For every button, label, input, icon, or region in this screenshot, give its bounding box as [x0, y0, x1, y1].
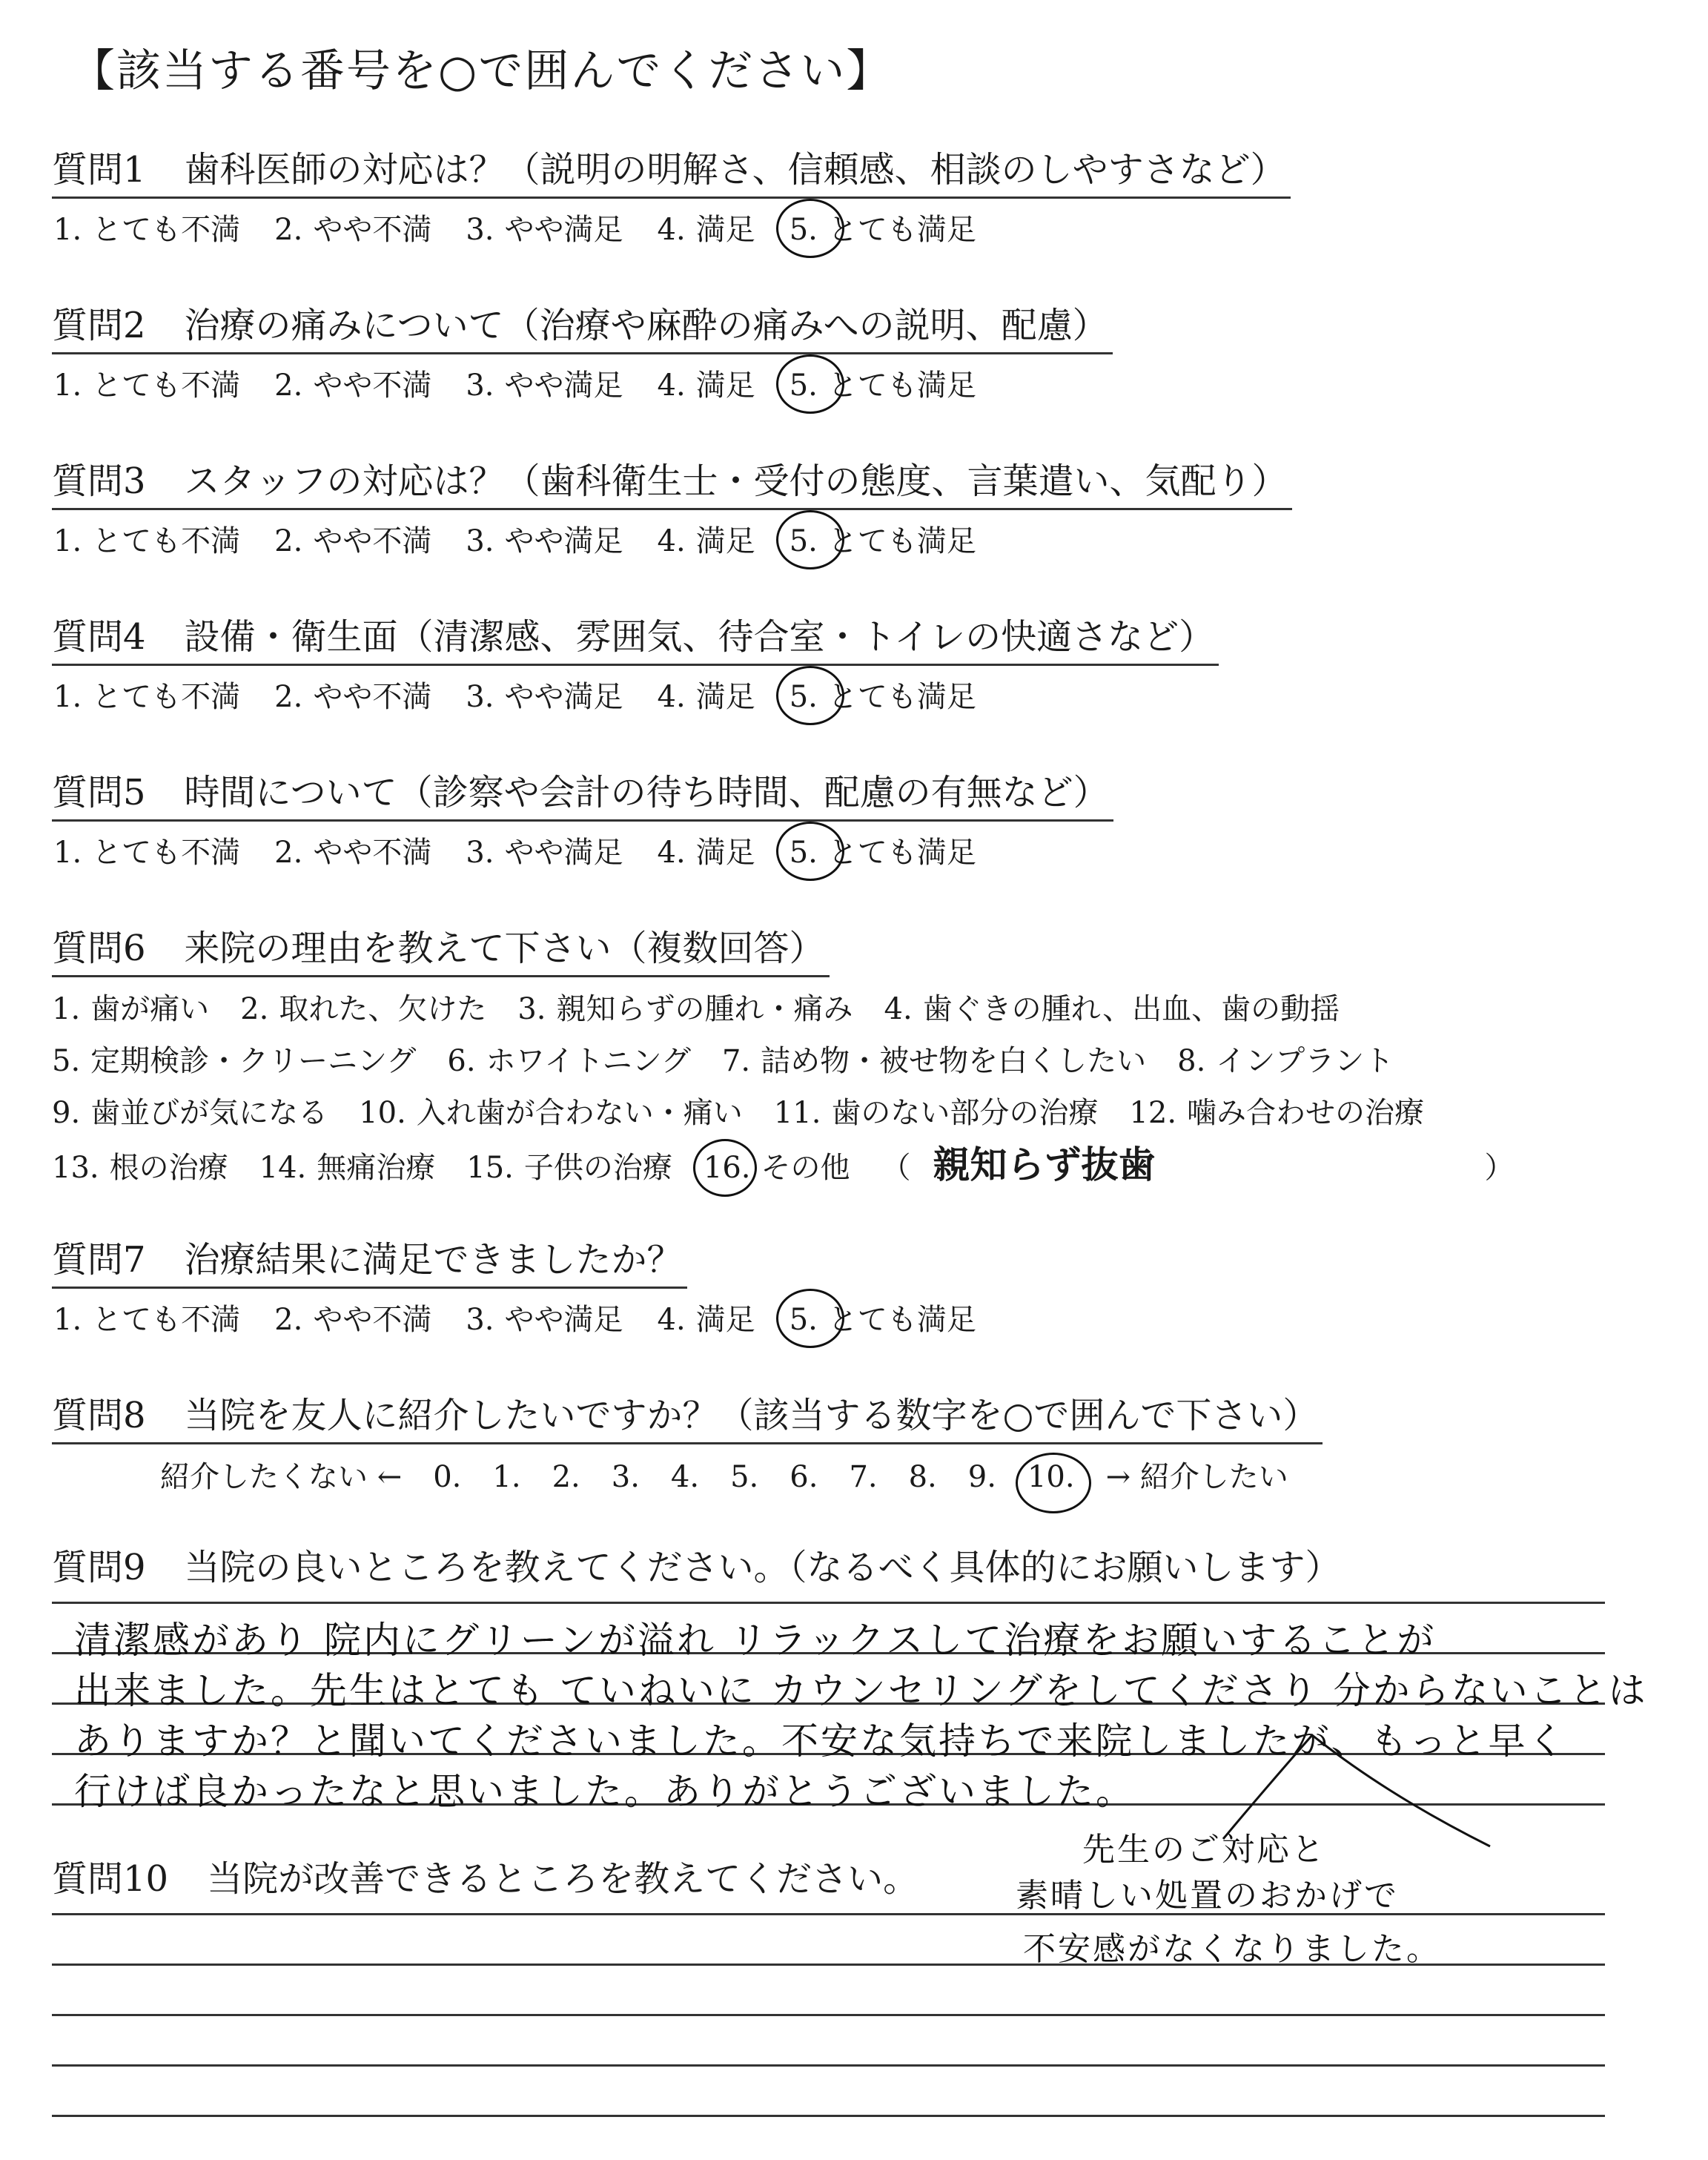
- option-label: とても不満: [92, 524, 241, 558]
- handwritten-other-answer: 親知らず抜歯: [933, 1143, 1156, 1186]
- rating-option[interactable]: [466, 362, 623, 404]
- rating-option[interactable]: [466, 518, 623, 560]
- option-number: 8.: [1177, 1044, 1206, 1078]
- question-number: 質問1: [52, 149, 146, 191]
- reason-row: [52, 983, 1515, 1035]
- question-9-title: [52, 1539, 1341, 1590]
- option-label: とても満足: [827, 369, 976, 403]
- reason-option[interactable]: [359, 1087, 743, 1139]
- scale-option[interactable]: 3.: [611, 1460, 640, 1494]
- rating-option[interactable]: [790, 206, 976, 248]
- option-label: やや満足: [504, 369, 623, 403]
- scale-right-label: → 紹介したい: [1105, 1460, 1288, 1494]
- handwritten-answer-line: ありますか？と聞いてくださいました。不安な気持ちで来院しましたが、もっと早く: [74, 1720, 1567, 1763]
- option-number: 1.: [52, 992, 81, 1026]
- question-number: 質問8: [52, 1395, 146, 1436]
- option-number: 4.: [657, 213, 686, 247]
- question-title: [52, 764, 1113, 822]
- option-label: とても満足: [827, 524, 976, 558]
- option-number: 2.: [274, 1303, 303, 1337]
- option-label: やや満足: [504, 680, 623, 714]
- option-label: とても満足: [827, 680, 976, 714]
- reason-option[interactable]: [722, 1035, 1146, 1087]
- rating-option[interactable]: [658, 362, 755, 404]
- option-number: 5.: [789, 213, 818, 247]
- option-number: 4.: [657, 680, 686, 714]
- rating-option[interactable]: [53, 362, 240, 404]
- question-text: 治療結果に満足できましたか？: [184, 1239, 683, 1281]
- scale-option[interactable]: 4.: [670, 1460, 700, 1494]
- question-number: 質問6: [52, 928, 146, 969]
- option-number: 1.: [53, 369, 82, 403]
- question-number: 質問7: [52, 1239, 146, 1281]
- handwritten-note-line: 素晴しい処置のおかげで: [1016, 1877, 1399, 1915]
- option-label: 入れ歯が合わない・痛い: [416, 1096, 743, 1130]
- option-label: 取れた、欠けた: [279, 992, 487, 1026]
- option-label: やや不満: [313, 1303, 432, 1337]
- rating-option[interactable]: [53, 518, 240, 560]
- option-label: とても不満: [92, 369, 241, 403]
- option-number: 2.: [274, 836, 303, 870]
- option-number: 3.: [466, 836, 494, 870]
- question-6: [52, 919, 1515, 1194]
- option-number: 7.: [721, 1044, 751, 1078]
- question-number: 質問5: [52, 772, 146, 813]
- question-5: [52, 764, 1113, 871]
- option-label: とても不満: [92, 213, 241, 247]
- reason-row: [52, 1035, 1515, 1087]
- question-text: スタッフの対応は？（歯科衛生士・受付の態度、言葉遣い、気配り）: [184, 460, 1288, 502]
- question-text: 治療の痛みについて（治療や麻酔の痛みへの説明、配慮）: [184, 305, 1108, 346]
- rating-option[interactable]: [274, 206, 431, 248]
- question-number: 質問2: [52, 305, 146, 346]
- option-number: 2.: [274, 680, 303, 714]
- option-label: やや不満: [313, 836, 432, 870]
- rating-option[interactable]: [274, 518, 431, 560]
- option-label: やや不満: [313, 524, 432, 558]
- reason-option[interactable]: [447, 1035, 691, 1087]
- option-label: 満足: [695, 213, 755, 247]
- option-label: 無痛治療: [317, 1151, 436, 1185]
- option-number: 3.: [466, 524, 494, 558]
- reason-option[interactable]: [52, 1087, 328, 1139]
- option-number: 4.: [657, 369, 686, 403]
- answer-line: [52, 1602, 1605, 1604]
- reason-option-other[interactable]: [704, 1142, 850, 1194]
- option-number: 5.: [789, 680, 818, 714]
- scale-option[interactable]: 7.: [849, 1460, 878, 1494]
- rating-option[interactable]: [53, 206, 240, 248]
- option-label: その他: [761, 1151, 850, 1185]
- option-label: 満足: [695, 524, 755, 558]
- rating-options: [53, 673, 1219, 716]
- question-4: [52, 608, 1219, 716]
- rating-option[interactable]: [274, 362, 431, 404]
- option-number: 4.: [884, 992, 913, 1026]
- rating-options: [53, 206, 1291, 248]
- scale-option[interactable]: 9.: [967, 1460, 996, 1494]
- scale-option[interactable]: 8.: [908, 1460, 937, 1494]
- rating-option[interactable]: [274, 829, 431, 871]
- option-number: 2.: [274, 524, 303, 558]
- scale-option[interactable]: 6.: [790, 1460, 818, 1494]
- rating-option[interactable]: [790, 673, 976, 716]
- option-label: とても不満: [92, 1303, 241, 1337]
- option-label: 噛み合わせの治療: [1187, 1096, 1425, 1130]
- option-number: 2.: [274, 369, 303, 403]
- rating-options: [53, 829, 1113, 871]
- question-3: [52, 452, 1292, 560]
- option-number: 5.: [789, 836, 818, 870]
- rating-option[interactable]: [466, 673, 623, 716]
- option-label: とても不満: [92, 680, 241, 714]
- option-number: 1.: [53, 524, 82, 558]
- rating-option[interactable]: [790, 829, 976, 871]
- option-number: 6.: [447, 1044, 476, 1078]
- question-number: 質問9: [52, 1547, 146, 1588]
- answer-line: [52, 2115, 1605, 2117]
- option-number: 2.: [240, 992, 269, 1026]
- question-text: 当院を友人に紹介したいですか？（該当する数字を○で囲んで下さい）: [184, 1395, 1319, 1436]
- reason-row: [52, 1087, 1515, 1139]
- option-number: 3.: [466, 680, 494, 714]
- question-7: [52, 1231, 1010, 1338]
- question-text: 当院の良いところを教えてください。（なるべく具体的にお願いします）: [184, 1547, 1341, 1588]
- question-title: [52, 141, 1291, 199]
- question-text: 設備・衛生面（清潔感、雰囲気、待合室・トイレの快適さなど）: [184, 616, 1215, 658]
- form-heading: 【該当する番号を○で囲んでください】: [70, 45, 893, 97]
- open-paren: （: [881, 1151, 911, 1185]
- question-title: [52, 1231, 687, 1289]
- option-number: 3.: [517, 992, 546, 1026]
- question-10-title: [52, 1850, 918, 1901]
- option-label: 歯のない部分の治療: [831, 1096, 1099, 1130]
- option-number: 5.: [52, 1044, 81, 1078]
- rating-option[interactable]: [53, 673, 240, 716]
- reason-option[interactable]: [884, 983, 1340, 1035]
- option-number: 4.: [657, 524, 686, 558]
- option-label: 親知らずの腫れ・痛み: [556, 992, 853, 1026]
- rating-option[interactable]: [790, 362, 976, 404]
- rating-option[interactable]: [790, 1296, 976, 1338]
- rating-options: [53, 362, 1113, 404]
- option-number: 16.: [703, 1151, 751, 1185]
- question-number: 質問10: [52, 1858, 169, 1900]
- close-paren: ）: [1484, 1151, 1515, 1185]
- option-label: 歯並びが気になる: [90, 1096, 328, 1130]
- option-number: 13.: [52, 1151, 99, 1185]
- question-number: 質問4: [52, 616, 146, 658]
- rating-options: [53, 1296, 1010, 1338]
- option-number: 3.: [466, 213, 494, 247]
- option-label: 満足: [695, 1303, 755, 1337]
- rating-option[interactable]: [466, 206, 623, 248]
- rating-option[interactable]: [274, 673, 431, 716]
- option-label: 満足: [695, 369, 755, 403]
- option-number: 1.: [53, 213, 82, 247]
- answer-line: [52, 1913, 1605, 1915]
- option-label: やや不満: [313, 369, 432, 403]
- rating-option[interactable]: [658, 829, 755, 871]
- question-number: 質問3: [52, 460, 146, 502]
- question-8: [52, 1387, 1323, 1496]
- option-number: 5.: [789, 1303, 818, 1337]
- question-title: [52, 1387, 1323, 1444]
- reason-option[interactable]: [1177, 1035, 1394, 1087]
- option-number: 2.: [274, 213, 303, 247]
- option-label: 歯が痛い: [90, 992, 210, 1026]
- option-number: 9.: [52, 1096, 81, 1130]
- rating-option[interactable]: [658, 206, 755, 248]
- question-title: [52, 452, 1292, 510]
- question-text: 時間について（診察や会計の待ち時間、配慮の有無など）: [184, 772, 1109, 813]
- option-label: 根の治療: [109, 1151, 228, 1185]
- handwritten-note-line: 先生のご対応と: [1082, 1831, 1326, 1869]
- handwritten-answer-line: 行けば良かったなと思いました。ありがとうございました。: [74, 1770, 1135, 1813]
- option-label: インプラント: [1216, 1044, 1394, 1078]
- other-answer-field[interactable]: [881, 1139, 1515, 1194]
- option-label: やや満足: [504, 524, 623, 558]
- scale-option[interactable]: 0.: [433, 1460, 462, 1494]
- reason-option[interactable]: [1129, 1087, 1424, 1139]
- option-number: 4.: [657, 1303, 686, 1337]
- rating-option[interactable]: [658, 518, 755, 560]
- option-label: 満足: [695, 836, 755, 870]
- option-number: 1.: [53, 1303, 82, 1337]
- option-number: 1.: [53, 680, 82, 714]
- option-label: 満足: [695, 680, 755, 714]
- option-number: 5.: [789, 524, 818, 558]
- scale-option[interactable]: 2.: [552, 1460, 580, 1494]
- option-label: やや不満: [313, 680, 432, 714]
- handwritten-answer-line: 清潔感があり 院内にグリーンが溢れ リラックスして治療をお願いすることが: [74, 1619, 1437, 1662]
- question-1: [52, 141, 1291, 248]
- option-number: 3.: [466, 369, 494, 403]
- rating-option[interactable]: [466, 829, 623, 871]
- option-number: 14.: [259, 1151, 307, 1185]
- reason-option[interactable]: [466, 1142, 672, 1194]
- question-text: 来院の理由を教えて下さい（複数回答）: [184, 928, 825, 969]
- option-label: 子供の治療: [523, 1151, 672, 1185]
- scale-option[interactable]: 5.: [730, 1460, 759, 1494]
- option-label: やや満足: [504, 836, 623, 870]
- option-label: やや不満: [313, 213, 432, 247]
- question-2: [52, 297, 1113, 404]
- option-number: 10.: [359, 1096, 406, 1130]
- answer-line: [52, 1964, 1605, 1966]
- option-number: 1.: [53, 836, 82, 870]
- rating-option[interactable]: [658, 673, 755, 716]
- answer-line: [52, 2014, 1605, 2016]
- option-label: 歯ぐきの腫れ、出血、歯の動揺: [922, 992, 1340, 1026]
- option-label: 詰め物・被せ物を白くしたい: [761, 1044, 1147, 1078]
- handwritten-answer-line: 出来ました。先生はとても ていねいに カウンセリングをしてくださり 分からないことは: [74, 1669, 1648, 1712]
- reason-option[interactable]: [52, 1142, 228, 1194]
- option-label: とても不満: [92, 836, 241, 870]
- question-text: 歯科医師の対応は？（説明の明解さ、信頼感、相談のしやすさなど）: [184, 149, 1286, 191]
- option-label: やや満足: [504, 213, 623, 247]
- rating-option[interactable]: [274, 1296, 431, 1338]
- option-number: 12.: [1129, 1096, 1177, 1130]
- reason-option[interactable]: [52, 1035, 416, 1087]
- option-number: 3.: [466, 1303, 494, 1337]
- rating-option[interactable]: [790, 518, 976, 560]
- answer-line: [52, 2064, 1605, 2067]
- option-number: 11.: [773, 1096, 821, 1130]
- option-label: とても満足: [827, 1303, 976, 1337]
- reason-option[interactable]: [259, 1142, 436, 1194]
- rating-option[interactable]: [466, 1296, 623, 1338]
- reason-option[interactable]: [240, 983, 486, 1035]
- scale-option[interactable]: 1.: [492, 1460, 521, 1494]
- option-label: とても満足: [827, 836, 976, 870]
- rating-option[interactable]: [53, 1296, 240, 1338]
- option-label: ホワイトニング: [486, 1044, 691, 1078]
- rating-option[interactable]: [658, 1296, 755, 1338]
- rating-option[interactable]: [53, 829, 240, 871]
- reason-option[interactable]: [52, 983, 209, 1035]
- question-title: [52, 608, 1219, 666]
- recommend-scale: [160, 1453, 1323, 1496]
- option-number: 15.: [466, 1151, 514, 1185]
- question-title: [52, 297, 1113, 354]
- option-number: 5.: [789, 369, 818, 403]
- question-text: 当院が改善できるところを教えてください。: [207, 1858, 919, 1900]
- reason-options: [52, 983, 1515, 1194]
- reason-row: [52, 1139, 1515, 1194]
- option-label: とても満足: [827, 213, 976, 247]
- option-label: 定期検診・クリーニング: [90, 1044, 417, 1078]
- scale-option[interactable]: 10.: [1027, 1460, 1075, 1494]
- handwritten-note-line: 不安感がなくなりました。: [1023, 1930, 1441, 1968]
- question-title: [52, 919, 830, 977]
- option-number: 4.: [657, 836, 686, 870]
- scale-left-label: 紹介したくない ←: [160, 1460, 403, 1494]
- option-label: やや満足: [504, 1303, 623, 1337]
- rating-options: [53, 518, 1292, 560]
- reason-option[interactable]: [774, 1087, 1099, 1139]
- reason-option[interactable]: [517, 983, 853, 1035]
